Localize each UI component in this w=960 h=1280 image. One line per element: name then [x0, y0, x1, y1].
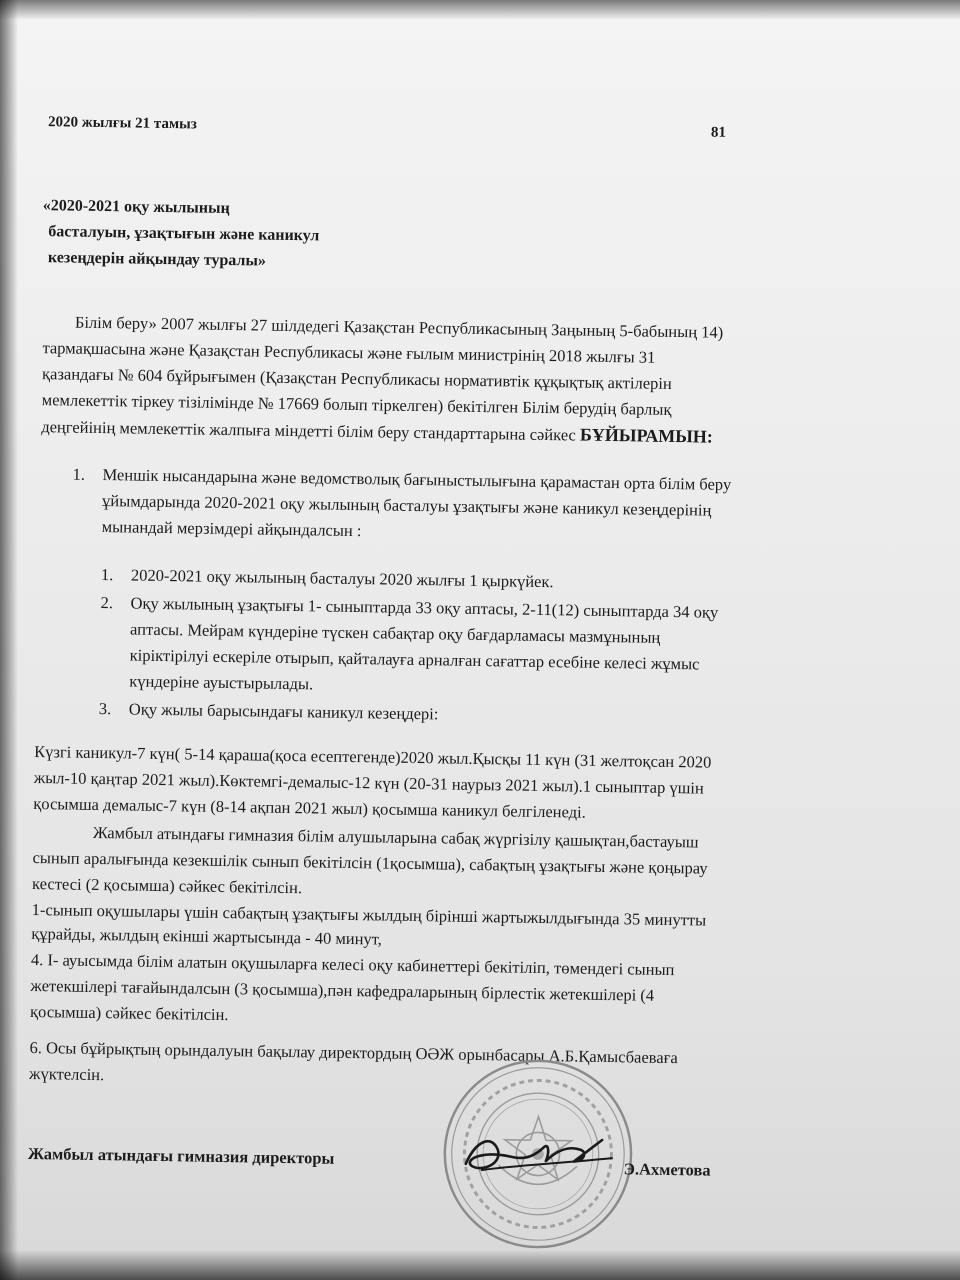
intro-line-4: мемлекеттік тіркеу тізілімінде № 17669 болып тіркелген) бекітілген Білім берудің барлық	[41, 390, 672, 419]
holidays-line-2: жыл-10 қаңтар 2021 жыл).Көктемгі-демалыс-12 күн (20-31 наурыз 2021 жыл).1 сыныптар үшін	[33, 768, 704, 798]
sub-1-marker: 1.	[100, 565, 114, 585]
order-number: 81	[710, 124, 727, 141]
item-1-line-2: ұйымдарында 2020-2021 оқу жылының басталуы ұзақтығы және каникул кезеңдерінің	[101, 491, 712, 520]
sub-2-line-2: аптасы. Мейрам күндеріне түскен сабақтар оқу бағдарламасы мазмұнының	[129, 619, 661, 647]
sub-2-line-3: кіріктірілуі ескеріле отырып, қайталауға арналған сағаттар есебіне келесі жұмыс	[129, 645, 700, 674]
item-4-line-1: 4. I- ауысымда білім алатын оқушыларға келесі оқу кабинеттері бекітіліп, төмендегі сынып	[30, 949, 675, 980]
title-line-2: басталуын, ұзақтығын және каникул	[48, 223, 320, 245]
signature-position: Жамбыл атындағы гимназия директоры	[27, 1143, 335, 1168]
grade-1-line-1: 1-сынып оқушылары үшін сабақтың ұзақтығы жылдың бірінші жартыжылдығында 35 минутты	[31, 899, 707, 930]
holidays-line-3: қосымша демалыс-7 күн (8-14 ақпан 2021 жыл) қосымша каникул белгіленеді.	[33, 794, 586, 822]
sub-3-line-1: Оқу жылы барысындағы каникул кезеңдері:	[128, 699, 439, 724]
page-edge-shadow-bottom	[0, 1250, 960, 1280]
handwritten-signature	[451, 1120, 622, 1193]
sub-2-line-1: Оқу жылының ұзақтығы 1- сыныптарда 33 оқу аптасы, 2-11(12) сыныптарда 34 оқу	[130, 593, 719, 622]
title-line-1: «2020-2021 оқу жылының	[42, 197, 230, 218]
holidays-line-1: Күзгі каникул-7 күн( 5-14 қараша(қоса есептегенде)2020 жыл.Қысқы 11 күн (31 желтоқсан 2020	[34, 742, 712, 772]
order-date: 2020 жылғы 21 тамыз	[47, 114, 197, 133]
sub-2-line-4: күндеріне ауыстырылады.	[129, 671, 314, 694]
item-1-marker: 1.	[72, 464, 86, 484]
item-4-line-3: қосымша) сәйкес бекітілсін.	[29, 1001, 229, 1025]
sub-2-marker: 2.	[100, 593, 114, 613]
gymnasium-line-3: кестесі (2 қосымша) сәйкес бекітілсін.	[31, 873, 303, 898]
intro-line-1: Білім беру» 2007 жылғы 27 шілдедегі Қазақстан Республикасының Заңының 5-бабының 14)	[74, 312, 724, 342]
page-edge-shadow-left	[0, 0, 18, 1280]
intro-line-3: қазандағы № 604 бұйрығымен (Қазақстан Республикасы нормативтік құқықтық актілерін	[41, 364, 672, 393]
item-1-line-1: Меншік нысандарына және ведомстволық бағыныстылығына қарамастан орта білім беру	[102, 465, 732, 494]
sub-3-marker: 3.	[98, 699, 112, 719]
grade-1-line-2: құрайды, жылдың екінші жартысында - 40 минут,	[31, 923, 383, 949]
sub-1-line-1: 2020-2021 оқу жылының басталуы 2020 жылғы 1 қыркүйек.	[130, 565, 554, 592]
item-4-line-2: жетекшілері тағайындалсын (3 қосымша),пән кафедраларының бірлестік жетекшілері (4	[30, 975, 655, 1005]
page-edge-shadow-top	[0, 0, 960, 20]
signature-name: Э.Ахметова	[623, 1159, 711, 1180]
intro-line-5	[41, 415, 713, 449]
gymnasium-line-2: сынып аралығында кезекшілік сынып бекітілсін (1қосымша), сабақтың ұзақтығы және қоңырау	[32, 847, 708, 878]
intro-line-5-text: деңгейінің мемлекеттік жалпыға міндетті білім беру стандарттарына сәйкес	[41, 417, 576, 445]
item-6-line-2: жүктелсін.	[28, 1063, 105, 1085]
item-6-line-1: 6. Осы бұйрықтың орындалуын бақылау директордың ОӘЖ орынбасары А.Б.Қамысбаевағa	[29, 1037, 678, 1068]
intro-line-2: тармақшасына және Қазақстан Республикасы және ғылым министрінің 2018 жылғы 31	[42, 338, 656, 367]
order-word: БҰЙЫРАМЫН:	[579, 424, 714, 447]
title-line-3: кезеңдерін айқындау туралы»	[47, 249, 267, 270]
gymnasium-line-1: Жамбыл атындағы гимназия білім алушыларына сабақ жүргізілу қашықтан,бастауыш	[92, 822, 699, 852]
item-1-line-3: мынандай мерзімдері айқындалсын :	[101, 517, 362, 541]
